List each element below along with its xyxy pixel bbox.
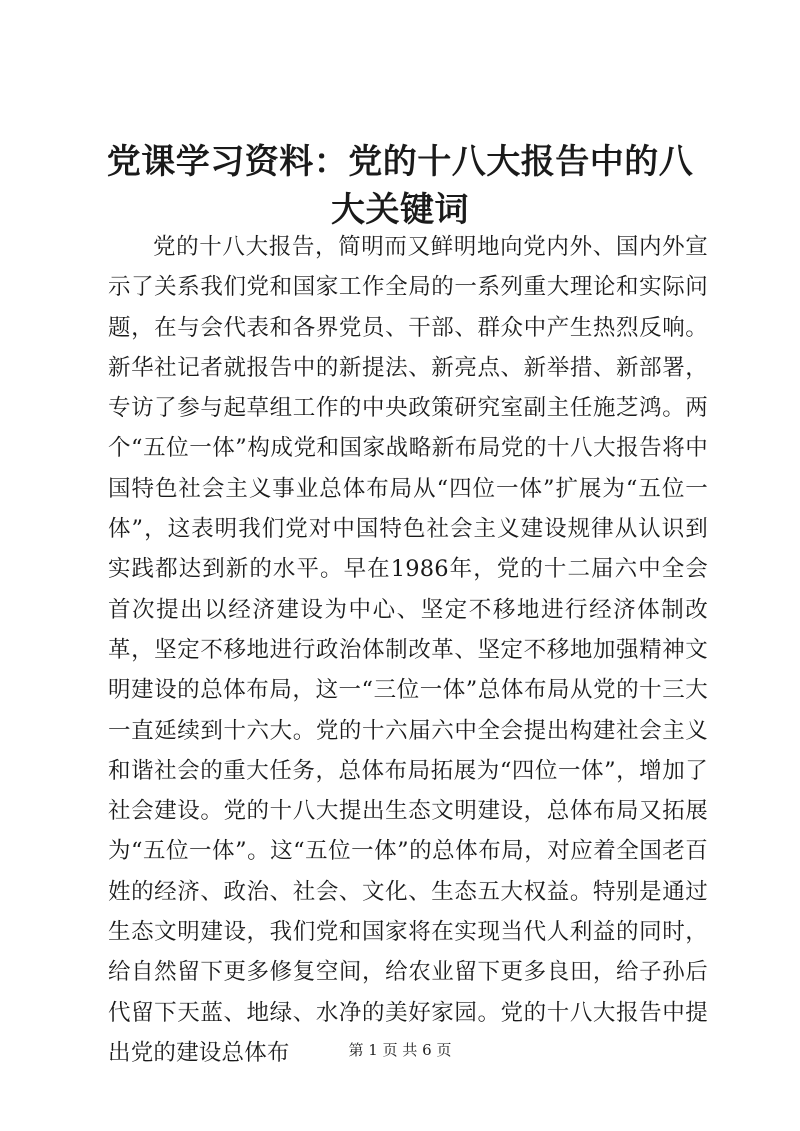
document-title: 党课学习资料：党的十八大报告中的八大关键词 xyxy=(106,142,694,230)
page-number-footer: 第 1 页 共 6 页 xyxy=(348,1041,452,1059)
document-body-paragraph: 党的十八大报告，简明而又鲜明地向党内外、国内外宣示了关系我们党和国家工作全局的一系列重大理论和实际问题，在与会代表和各界党员、干部、群众中产生热烈反响。新华社记者就报告中的新提法、新亮点、新举措、新部署，专访了参与起草组工作的中央政策研究室副主任施芝鸿。两个“五位一体”构成党和国家战略新布局党的十八大报告将中国特色社会主义事业总体布局从“四位一体”扩展为“五位一体”，这表明我们党对中国特色社会主义建设规律从认识到实践都达到新的水平。早在1986年，党的十二届六中全会首次提出以经济建设为中心、坚定不移地进行经济体制改革，坚定不移地进行政治体制改革、坚定不移地加强精神文明建设的总体布局，这一“三位一体”总体布局从党的十三大一直延续到十六大。党的十六届六中全会提出构建社会主义和谐社会的重大任务，总体布局拓展为“四位一体”，增加了社会建设。党的十八大提出生态文明建设，总体布局又拓展为“五位一体”。这“五位一体”的总体布局，对应着全国老百姓的经济、政治、社会、文化、生态五大权益。特别是通过生态文明建设，我们党和国家将在实现当代人利益的同时，给自然留下更多修复空间，给农业留下更多良田，给子孙后代留下天蓝、地绿、水净的美好家园。党的十八大报告中提出党的建设总体布 xyxy=(108,234,708,1066)
